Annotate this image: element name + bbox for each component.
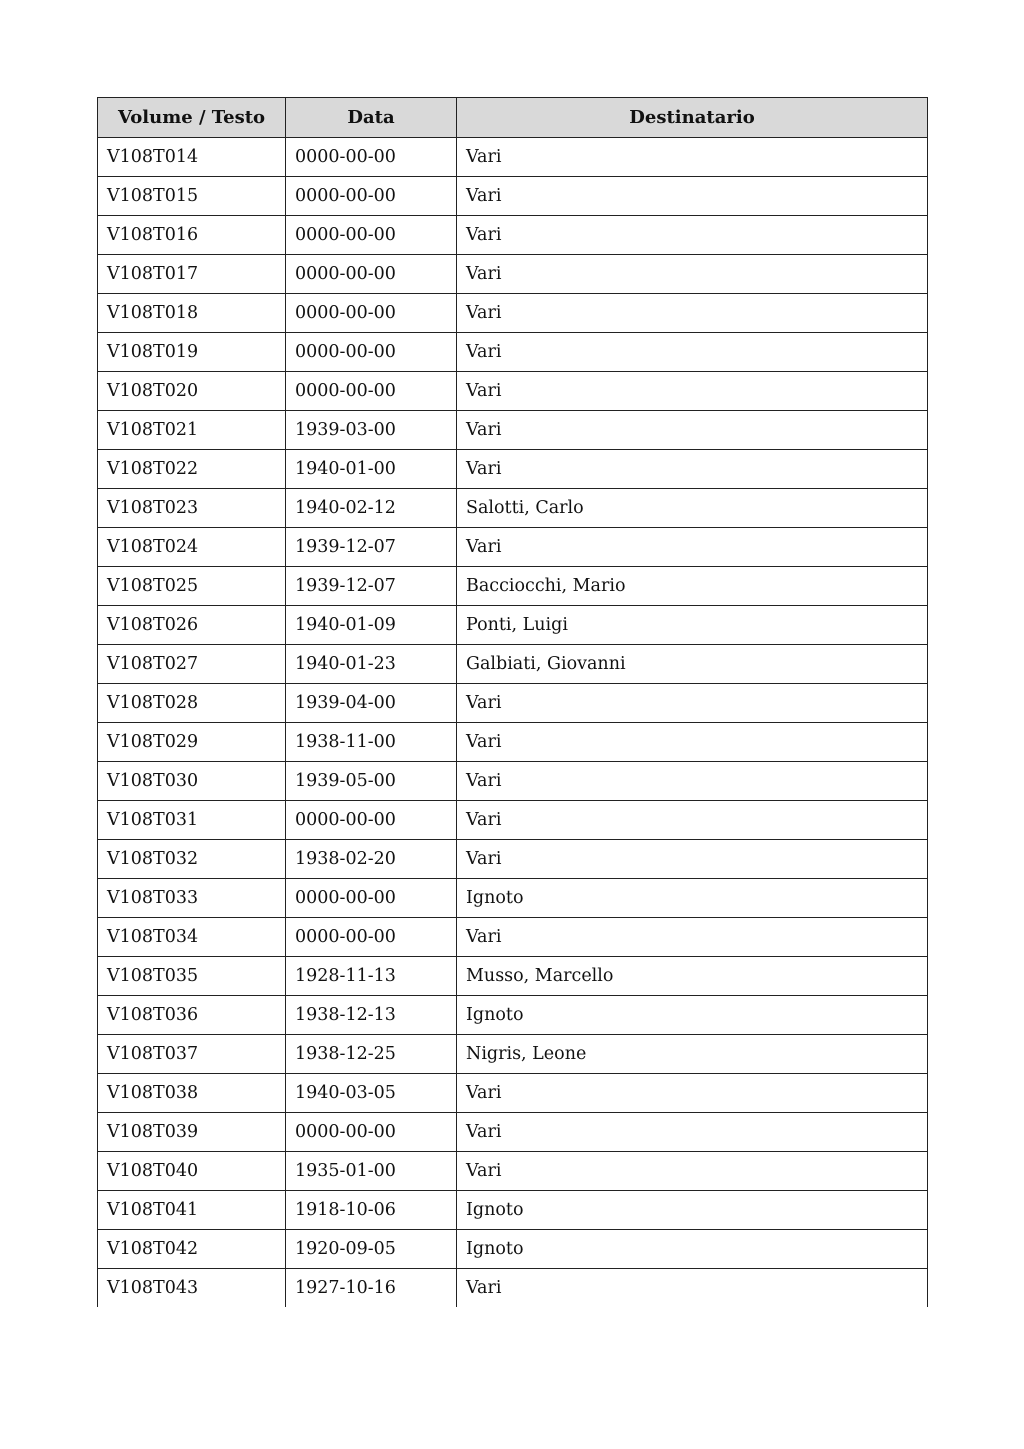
cell-destinatario: Vari [457,528,928,567]
table-row [98,1035,928,1074]
document-table [97,97,928,1307]
cell-destinatario: Vari [457,801,928,840]
cell-data: 0000-00-00 [286,177,457,216]
cell-volume-testo: V108T018 [98,294,286,333]
cell-volume-testo: V108T043 [98,1269,286,1308]
cell-data: 1935-01-00 [286,1152,457,1191]
table-row [98,1113,928,1152]
header-data: Data [286,98,457,138]
cell-data: 1940-01-23 [286,645,457,684]
table-row [98,918,928,957]
cell-data: 0000-00-00 [286,138,457,177]
cell-destinatario: Vari [457,1074,928,1113]
cell-data: 0000-00-00 [286,1113,457,1152]
cell-data: 1928-11-13 [286,957,457,996]
table-row [98,294,928,333]
cell-data: 1920-09-05 [286,1230,457,1269]
cell-data: 1940-03-05 [286,1074,457,1113]
table-row [98,450,928,489]
table-header [98,98,928,138]
cell-volume-testo: V108T019 [98,333,286,372]
cell-volume-testo: V108T015 [98,177,286,216]
cell-data: 0000-00-00 [286,879,457,918]
cell-data: 0000-00-00 [286,918,457,957]
cell-volume-testo: V108T033 [98,879,286,918]
cell-destinatario: Vari [457,684,928,723]
cell-volume-testo: V108T016 [98,216,286,255]
cell-volume-testo: V108T041 [98,1191,286,1230]
cell-destinatario: Vari [457,450,928,489]
cell-destinatario: Vari [457,1113,928,1152]
cell-data: 0000-00-00 [286,294,457,333]
cell-volume-testo: V108T027 [98,645,286,684]
cell-destinatario: Vari [457,723,928,762]
table-row [98,762,928,801]
table-row [98,1191,928,1230]
cell-destinatario: Vari [457,294,928,333]
cell-volume-testo: V108T023 [98,489,286,528]
cell-destinatario: Ignoto [457,1191,928,1230]
cell-destinatario: Vari [457,255,928,294]
table-body [98,138,928,1308]
cell-data: 1938-12-13 [286,996,457,1035]
cell-destinatario: Vari [457,918,928,957]
cell-destinatario: Vari [457,138,928,177]
table-row [98,372,928,411]
table-row [98,996,928,1035]
cell-data: 1939-05-00 [286,762,457,801]
cell-volume-testo: V108T034 [98,918,286,957]
cell-volume-testo: V108T017 [98,255,286,294]
table-row [98,684,928,723]
cell-data: 1938-11-00 [286,723,457,762]
cell-volume-testo: V108T031 [98,801,286,840]
cell-volume-testo: V108T024 [98,528,286,567]
cell-volume-testo: V108T028 [98,684,286,723]
cell-data: 1940-01-00 [286,450,457,489]
cell-volume-testo: V108T039 [98,1113,286,1152]
cell-volume-testo: V108T021 [98,411,286,450]
cell-volume-testo: V108T040 [98,1152,286,1191]
cell-destinatario: Vari [457,840,928,879]
cell-volume-testo: V108T029 [98,723,286,762]
table-row [98,957,928,996]
cell-data: 1939-12-07 [286,528,457,567]
cell-data: 1938-02-20 [286,840,457,879]
cell-destinatario: Vari [457,177,928,216]
cell-volume-testo: V108T035 [98,957,286,996]
cell-data: 1939-04-00 [286,684,457,723]
cell-data: 1938-12-25 [286,1035,457,1074]
table-row [98,333,928,372]
table-row [98,138,928,177]
cell-volume-testo: V108T030 [98,762,286,801]
header-volume-testo: Volume / Testo [98,98,286,138]
table-row [98,645,928,684]
cell-volume-testo: V108T014 [98,138,286,177]
cell-data: 1939-03-00 [286,411,457,450]
cell-destinatario: Ignoto [457,1230,928,1269]
cell-volume-testo: V108T037 [98,1035,286,1074]
cell-data: 1940-02-12 [286,489,457,528]
cell-data: 1927-10-16 [286,1269,457,1308]
header-row [98,98,928,138]
table-row [98,840,928,879]
cell-destinatario: Salotti, Carlo [457,489,928,528]
cell-volume-testo: V108T038 [98,1074,286,1113]
table-row [98,567,928,606]
cell-volume-testo: V108T036 [98,996,286,1035]
cell-data: 0000-00-00 [286,255,457,294]
table-row [98,606,928,645]
cell-data: 0000-00-00 [286,372,457,411]
cell-volume-testo: V108T020 [98,372,286,411]
cell-destinatario: Vari [457,762,928,801]
table-row [98,1152,928,1191]
cell-data: 0000-00-00 [286,801,457,840]
cell-destinatario: Vari [457,1152,928,1191]
cell-data: 1940-01-09 [286,606,457,645]
cell-destinatario: Vari [457,411,928,450]
table-row [98,723,928,762]
cell-data: 0000-00-00 [286,333,457,372]
cell-volume-testo: V108T026 [98,606,286,645]
cell-destinatario: Ignoto [457,879,928,918]
table-row [98,489,928,528]
table-row [98,1230,928,1269]
cell-volume-testo: V108T042 [98,1230,286,1269]
cell-destinatario: Bacciocchi, Mario [457,567,928,606]
table-row [98,255,928,294]
table-row [98,801,928,840]
cell-destinatario: Vari [457,372,928,411]
table-row [98,1269,928,1308]
table-row [98,879,928,918]
table-row [98,1074,928,1113]
cell-destinatario: Musso, Marcello [457,957,928,996]
table-row [98,177,928,216]
cell-destinatario: Ponti, Luigi [457,606,928,645]
cell-destinatario: Galbiati, Giovanni [457,645,928,684]
cell-data: 0000-00-00 [286,216,457,255]
cell-data: 1939-12-07 [286,567,457,606]
cell-destinatario: Nigris, Leone [457,1035,928,1074]
cell-destinatario: Ignoto [457,996,928,1035]
table-row [98,216,928,255]
table-row [98,528,928,567]
cell-destinatario: Vari [457,1269,928,1308]
table-row [98,411,928,450]
cell-data: 1918-10-06 [286,1191,457,1230]
cell-volume-testo: V108T025 [98,567,286,606]
cell-volume-testo: V108T022 [98,450,286,489]
header-destinatario: Destinatario [457,98,928,138]
cell-destinatario: Vari [457,216,928,255]
cell-destinatario: Vari [457,333,928,372]
cell-volume-testo: V108T032 [98,840,286,879]
